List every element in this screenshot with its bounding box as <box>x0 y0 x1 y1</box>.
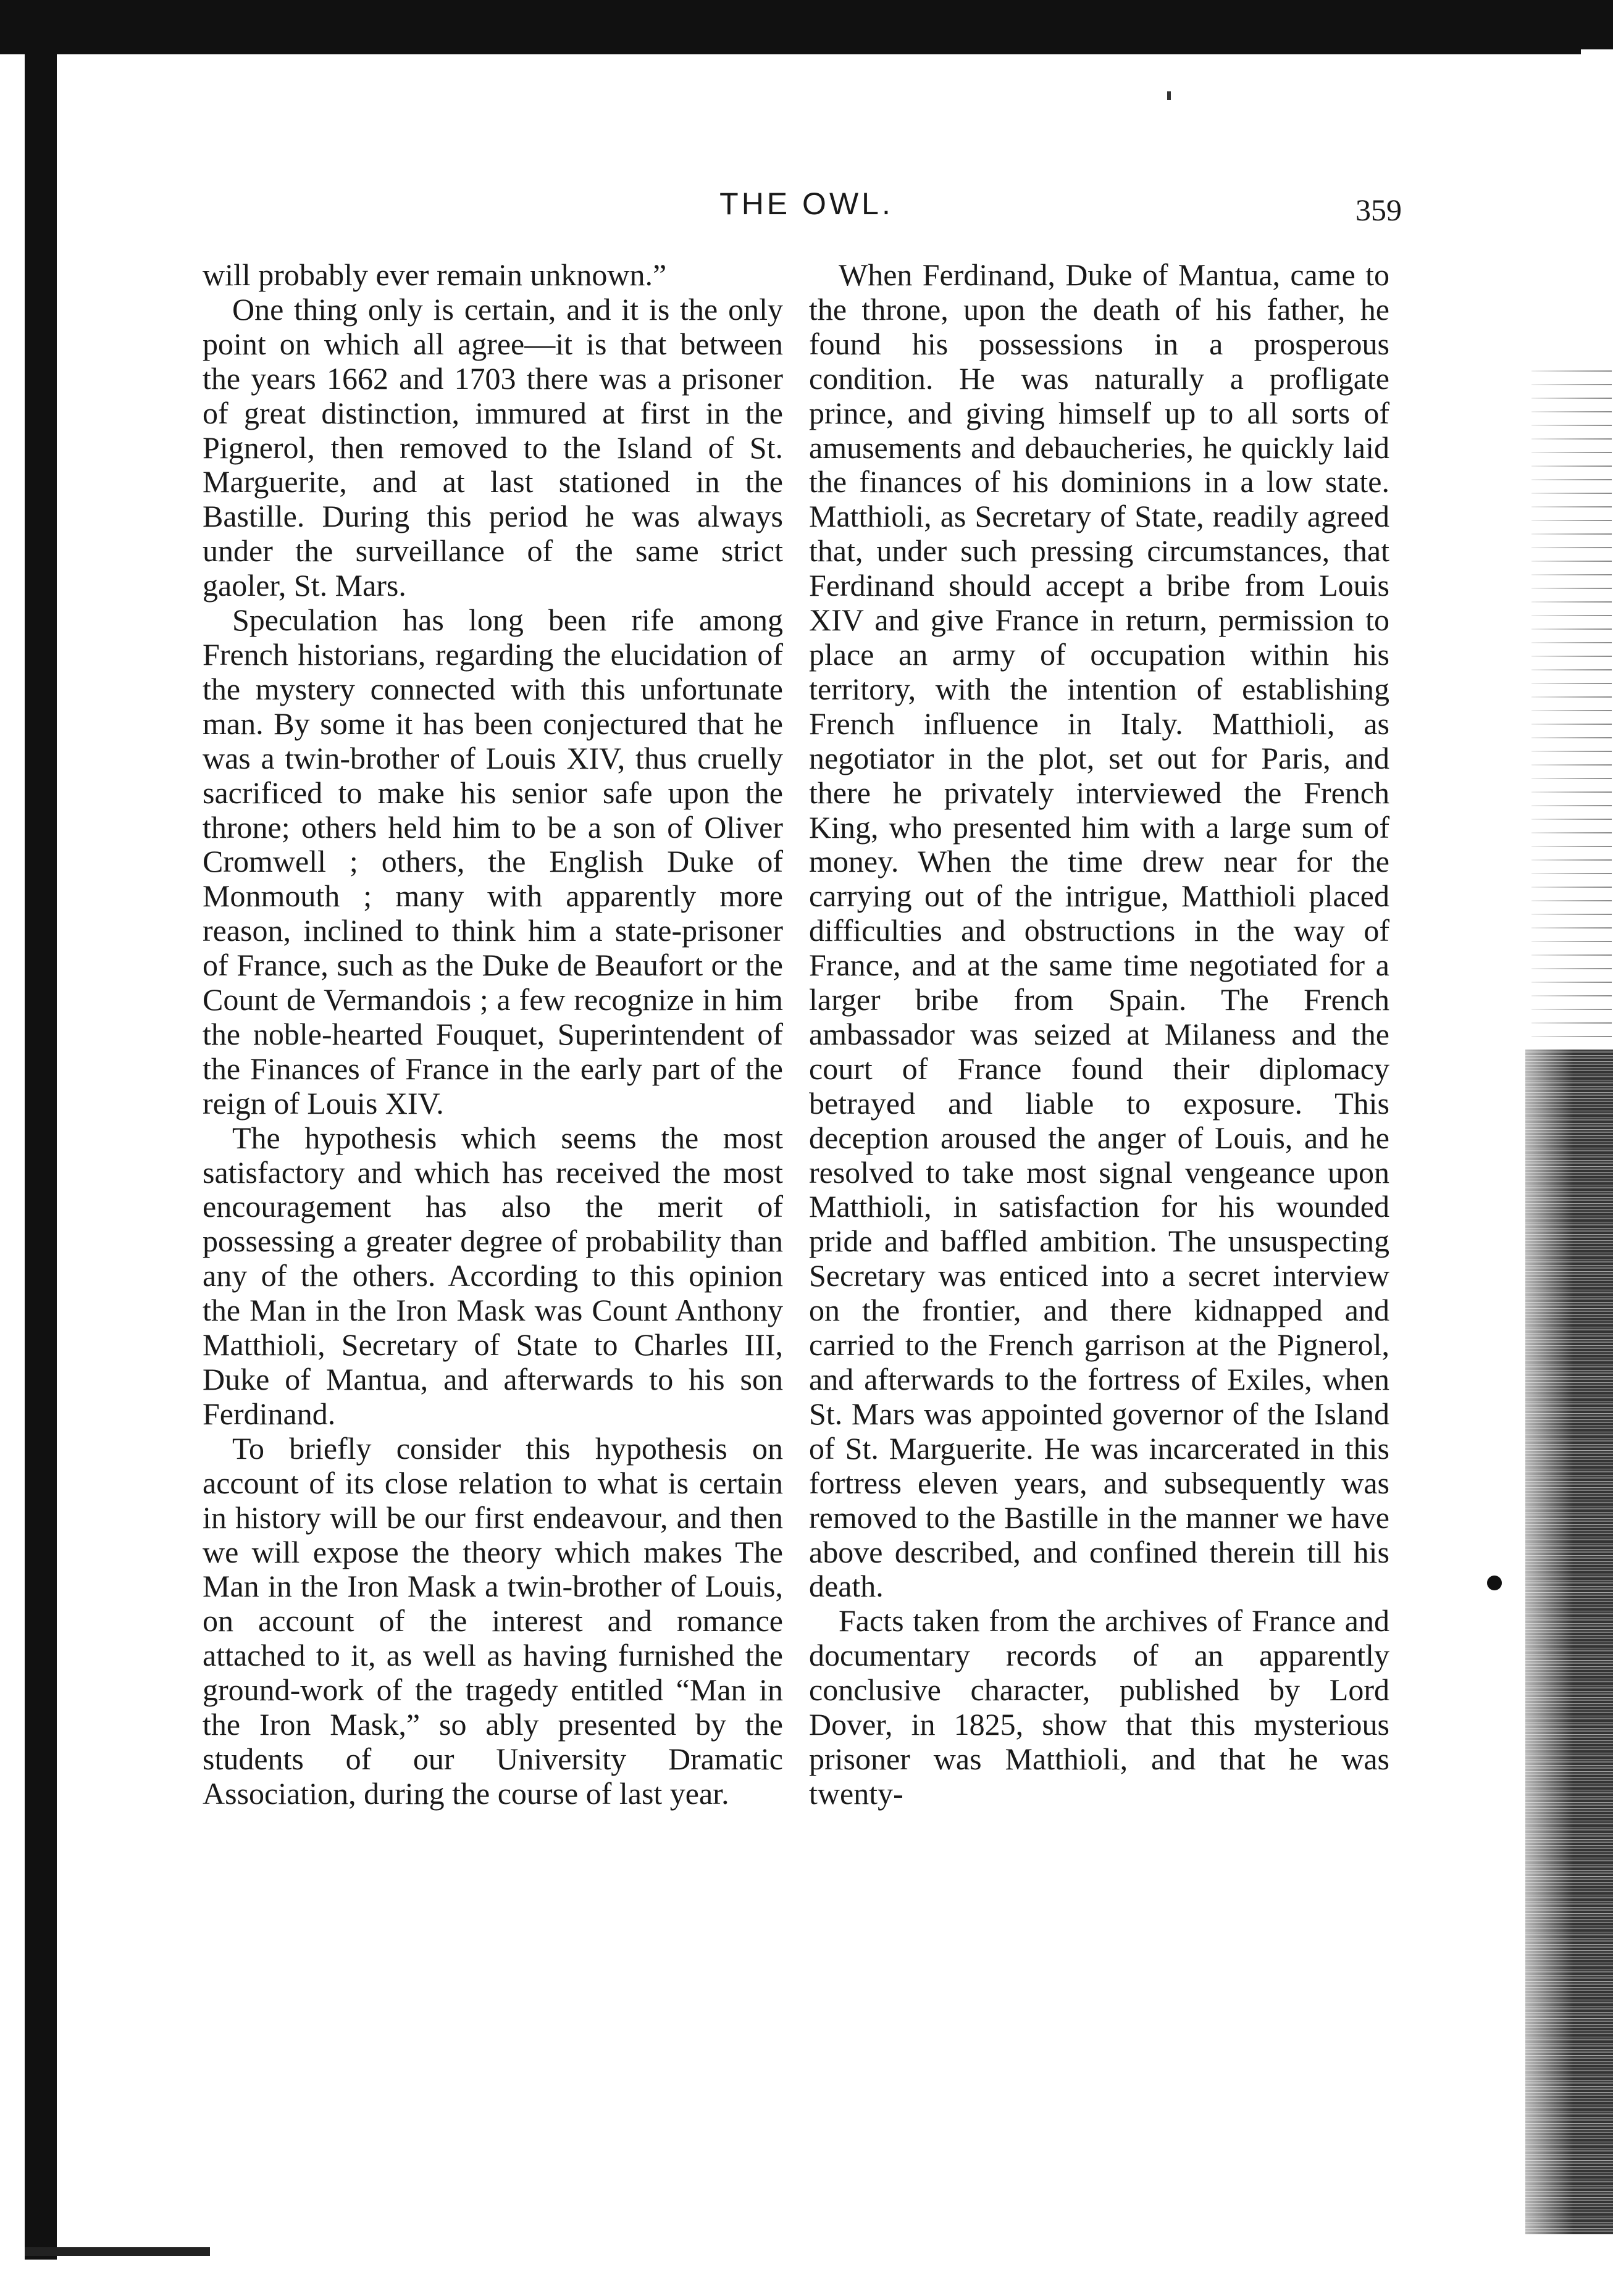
scan-right-edge-specks-fade <box>1531 370 1612 1050</box>
left-column <box>203 258 783 1811</box>
paragraph: One thing only is certain, and it is the only point on which all agree—it is that between the years 1662 and 1703 there was a prisoner of great distinction, immured at first in the Pignerol, then removed to the Island of St. Marguerite, and at last stationed in the Bastille. During this period he was always under the surveillance of the same strict gaoler, St. Mars. <box>203 291 783 603</box>
scan-left-border <box>25 37 57 2260</box>
scan-right-edge-shadow-fade <box>1525 1050 1613 2234</box>
page-number: 359 <box>1355 193 1402 227</box>
paragraph: To briefly consider this hypothesis on account of its close relation to what is certain in history will be our first endeavour, and then we will expose the theory which makes The Man in the Iron Mask a twin-brother of Louis, on account of the interest and romance attached to it, as well as having furnished the ground-work of the tragedy entitled “Man in the Iron Mask,” so ably presented by the students of our University Dramatic Association, during the course of last year. <box>203 1430 783 1811</box>
right-column <box>809 258 1389 1811</box>
paragraph: When Ferdinand, Duke of Mantua, came to the throne, upon the death of his father, he found his possessions in a prosperous condition. He was naturally a profligate prince, and giving himself up to all sorts of amusements and debaucheries, he quickly laid the finances of his dominions in a low state. Matthioli, as Secretary of State, readily agreed that, under such pressing circumstances, that Ferdinand should accept a bribe from Louis XIV and give France in return, permission to place an army of occupation within his territory, with the intention of establishing French influence in Italy. Matthioli, as negotiator in the plot, set out for Paris, and there he privately interviewed the French King, who presented him with a large sum of money. When the time drew near for the carrying out of the intrigue, Matthioli placed difficulties and obstructions in the way of France, and at the same time negotiated for a larger bribe from Spain. The French ambassador was seized at Milaness and the court of France found their diplomacy betrayed and liable to exposure. This deception aroused the anger of Louis, and he resolved to take most signal vengeance upon Matthioli, in satisfaction for his wounded pride and baffled ambition. The unsuspecting Secretary was enticed into a secret interview on the frontier, and there kidnapped and carried to the French garrison at the Pignerol, and afterwards to the fortress of Exiles, when St. Mars was appointed governor of the Island of St. Marguerite. He was incarcerated in this fortress eleven years, and subsequently was removed to the Bastille in the manner we have above described, and confined therein till his death. <box>809 257 1389 1604</box>
paragraph: will probably ever remain unknown.” <box>203 257 667 292</box>
running-title: THE OWL. <box>719 186 894 221</box>
scan-top-band-edge <box>0 37 1581 54</box>
scan-bottom-border <box>25 2247 210 2256</box>
paragraph: Facts taken from the archives of France and documentary records of an apparently conclusive character, published by Lord Dover, in 1825, show that this mysterious prisoner was Matthioli, and that he was twenty- <box>809 1603 1389 1811</box>
margin-dot-mark <box>1487 1576 1502 1590</box>
scan-speck <box>1167 91 1171 100</box>
paragraph: The hypothesis which seems the most satisfactory and which has received the most encouragement has also the merit of possessing a greater degree of probability than any of the others. According to this opinion the Man in the Iron Mask was Count Anthony Matthioli, Secretary of State to Charles III, Duke of Mantua, and afterwards to his son Ferdinand. <box>203 1120 783 1431</box>
paragraph: Speculation has long been rife among French historians, regarding the elucidation of the mystery connected with this unfortunate man. By some it has been conjectured that he was a twin-brother of Louis XIV, thus cruelly sacrificed to make his senior safe upon the throne; others held him to be a son of Oliver Cromwell ; others, the English Duke of Monmouth ; many with apparently more reason, inclined to think him a state-prisoner of France, such as the Duke de Beaufort or the Count de Vermandois ; a few recognize in him the noble-hearted Fouquet, Superintendent of the Finances of France in the early part of the reign of Louis XIV. <box>203 603 783 1121</box>
